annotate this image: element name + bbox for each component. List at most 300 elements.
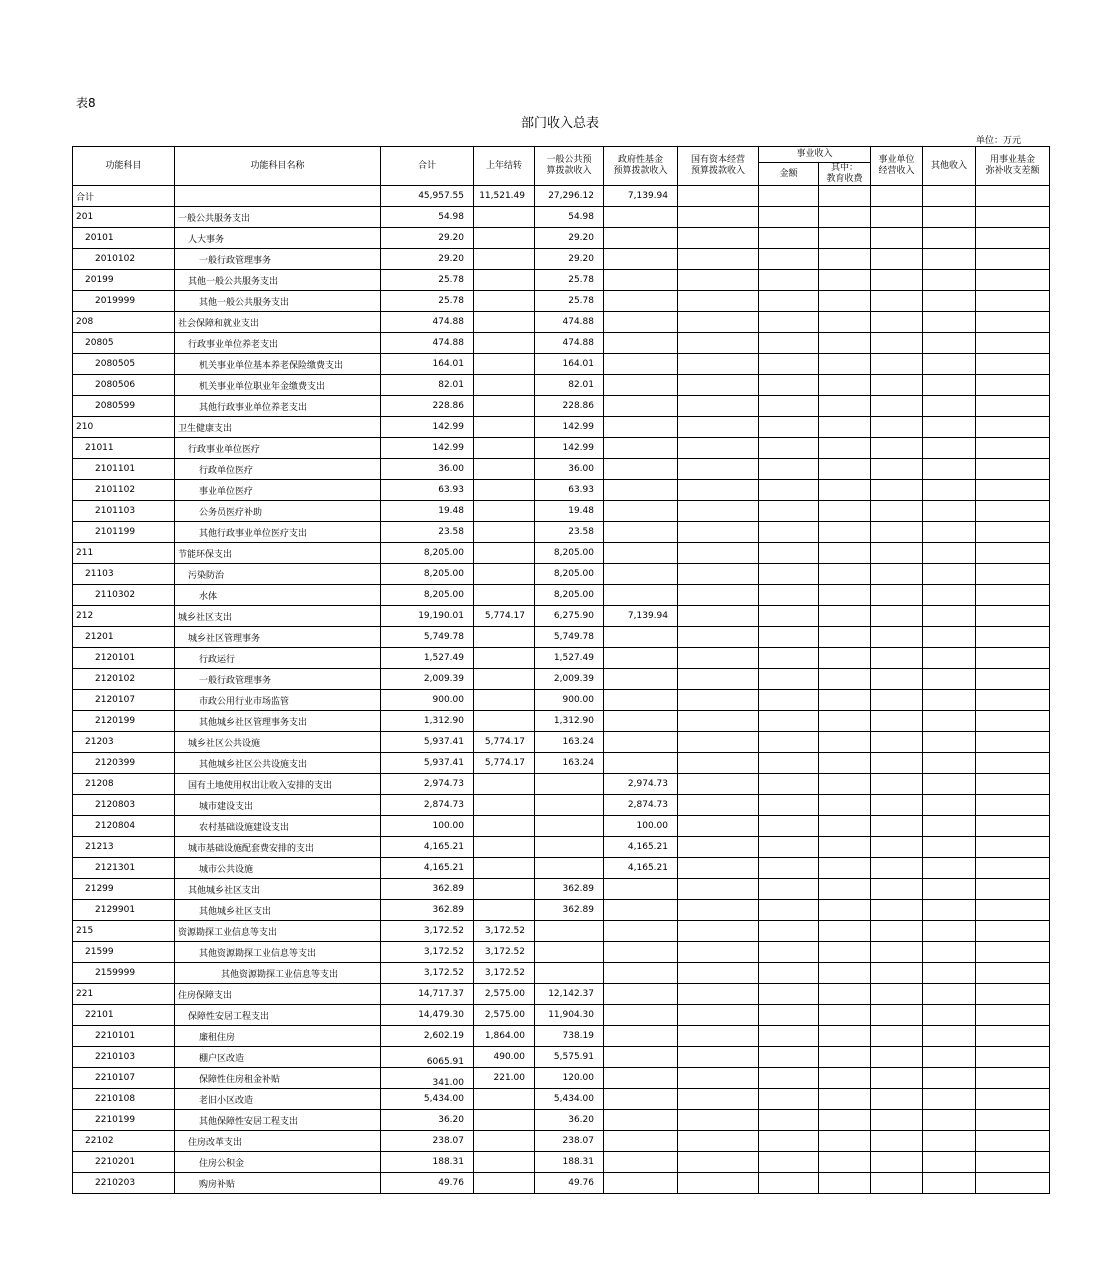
cell-carryover: [474, 438, 535, 459]
cell-fund-balance: [976, 837, 1050, 858]
cell-other-income: [923, 459, 976, 480]
cell-name: 其他城乡社区支出: [175, 879, 381, 900]
cell-name: 其他城乡社区管理事务支出: [175, 711, 381, 732]
cell-education-fee: [819, 249, 871, 270]
cell-unit-operating: [871, 753, 923, 774]
cell-gov-fund: [604, 1089, 678, 1110]
cell-other-income: [923, 963, 976, 984]
cell-other-income: [923, 333, 976, 354]
cell-code: 215: [73, 921, 175, 942]
cell-code: 2101101: [73, 459, 175, 480]
cell-general: [535, 774, 604, 795]
cell-unit-operating: [871, 333, 923, 354]
cell-code: 2101199: [73, 522, 175, 543]
cell-unit-operating: [871, 459, 923, 480]
cell-other-income: [923, 207, 976, 228]
cell-general: 36.20: [535, 1110, 604, 1131]
cell-carryover: [474, 207, 535, 228]
cell-total: 19,190.01: [381, 606, 474, 627]
table-row: [73, 333, 1050, 354]
cell-fund-balance: [976, 585, 1050, 606]
header-name: 功能科目名称: [175, 147, 381, 186]
cell-general: [535, 942, 604, 963]
cell-education-fee: [819, 648, 871, 669]
cell-carryover: [474, 816, 535, 837]
header-business-income: 事业收入: [759, 147, 871, 163]
cell-state-capital: [678, 396, 759, 417]
cell-code: 221: [73, 984, 175, 1005]
cell-fund-balance: [976, 291, 1050, 312]
cell-state-capital: [678, 501, 759, 522]
cell-name: 事业单位医疗: [175, 480, 381, 501]
cell-education-fee: [819, 522, 871, 543]
cell-general: 142.99: [535, 417, 604, 438]
cell-education-fee: [819, 1047, 871, 1068]
cell-code: 2101103: [73, 501, 175, 522]
table-row: [73, 942, 1050, 963]
cell-other-income: [923, 354, 976, 375]
cell-general: 23.58: [535, 522, 604, 543]
cell-code: 2210203: [73, 1173, 175, 1194]
cell-gov-fund: [604, 249, 678, 270]
header-of-which: [819, 163, 871, 186]
cell-general: 2,009.39: [535, 669, 604, 690]
header-total: 合计: [381, 147, 474, 186]
cell-total: 100.00: [381, 816, 474, 837]
cell-other-income: [923, 816, 976, 837]
cell-total: 25.78: [381, 291, 474, 312]
cell-state-capital: [678, 732, 759, 753]
cell-name: 其他资源勘探工业信息等支出: [175, 942, 381, 963]
cell-code: 20199: [73, 270, 175, 291]
cell-gov-fund: [604, 1047, 678, 1068]
cell-education-fee: [819, 669, 871, 690]
cell-fund-balance: [976, 270, 1050, 291]
cell-state-capital: [678, 795, 759, 816]
cell-other-income: [923, 249, 976, 270]
cell-total: 5,937.41: [381, 753, 474, 774]
cell-gov-fund: [604, 459, 678, 480]
cell-name: 其他城乡社区支出: [175, 900, 381, 921]
cell-carryover: 5,774.17: [474, 753, 535, 774]
cell-gov-fund: [604, 522, 678, 543]
cell-general: 362.89: [535, 900, 604, 921]
cell-other-income: [923, 606, 976, 627]
cell-carryover: [474, 1152, 535, 1173]
cell-unit-operating: [871, 270, 923, 291]
cell-code: 21011: [73, 438, 175, 459]
cell-unit-operating: [871, 627, 923, 648]
cell-carryover: [474, 627, 535, 648]
cell-state-capital: [678, 585, 759, 606]
cell-other-income: [923, 1089, 976, 1110]
cell-code: 2120101: [73, 648, 175, 669]
table-row: [73, 921, 1050, 942]
header-general-budget: [535, 147, 604, 186]
cell-fund-balance: [976, 816, 1050, 837]
cell-education-fee: [819, 396, 871, 417]
cell-state-capital: [678, 459, 759, 480]
cell-gov-fund: [604, 879, 678, 900]
cell-business-amount: [759, 480, 819, 501]
cell-total: 63.93: [381, 480, 474, 501]
cell-state-capital: [678, 480, 759, 501]
cell-name: 城乡社区管理事务: [175, 627, 381, 648]
cell-name: 其他行政事业单位医疗支出: [175, 522, 381, 543]
cell-unit-operating: [871, 564, 923, 585]
cell-general: 25.78: [535, 270, 604, 291]
cell-business-amount: [759, 186, 819, 207]
cell-fund-balance: [976, 1068, 1050, 1089]
cell-fund-balance: [976, 1005, 1050, 1026]
cell-general: 142.99: [535, 438, 604, 459]
cell-total: 5,937.41: [381, 732, 474, 753]
cell-education-fee: [819, 375, 871, 396]
table-row: [73, 753, 1050, 774]
cell-code: 2019999: [73, 291, 175, 312]
cell-gov-fund: 2,974.73: [604, 774, 678, 795]
cell-business-amount: [759, 1089, 819, 1110]
cell-state-capital: [678, 228, 759, 249]
cell-carryover: [474, 774, 535, 795]
cell-unit-operating: [871, 858, 923, 879]
cell-carryover: [474, 837, 535, 858]
cell-name: 其他行政事业单位养老支出: [175, 396, 381, 417]
cell-state-capital: [678, 669, 759, 690]
cell-unit-operating: [871, 354, 923, 375]
cell-code: 211: [73, 543, 175, 564]
table-row: [73, 522, 1050, 543]
table-row: [73, 984, 1050, 1005]
cell-code: 2080505: [73, 354, 175, 375]
cell-name: 行政事业单位养老支出: [175, 333, 381, 354]
cell-fund-balance: [976, 333, 1050, 354]
cell-unit-operating: [871, 711, 923, 732]
cell-state-capital: [678, 270, 759, 291]
table-row: [73, 459, 1050, 480]
cell-other-income: [923, 879, 976, 900]
table-body: [73, 186, 1050, 1194]
cell-business-amount: [759, 333, 819, 354]
cell-carryover: 1,864.00: [474, 1026, 535, 1047]
header-fund-balance-line1: 用事业基金: [990, 155, 1036, 165]
table-row: [73, 690, 1050, 711]
cell-fund-balance: [976, 375, 1050, 396]
cell-other-income: [923, 774, 976, 795]
cell-carryover: [474, 543, 535, 564]
cell-business-amount: [759, 1068, 819, 1089]
cell-general: [535, 816, 604, 837]
cell-name: 卫生健康支出: [175, 417, 381, 438]
cell-unit-operating: [871, 732, 923, 753]
cell-gov-fund: [604, 480, 678, 501]
cell-gov-fund: [604, 921, 678, 942]
cell-gov-fund: [604, 690, 678, 711]
cell-code: 21201: [73, 627, 175, 648]
cell-fund-balance: [976, 459, 1050, 480]
cell-carryover: [474, 711, 535, 732]
cell-carryover: [474, 228, 535, 249]
table-row: [73, 963, 1050, 984]
cell-other-income: [923, 1026, 976, 1047]
cell-total: 3,172.52: [381, 942, 474, 963]
cell-fund-balance: [976, 627, 1050, 648]
cell-carryover: [474, 858, 535, 879]
cell-name: 公务员医疗补助: [175, 501, 381, 522]
cell-carryover: 3,172.52: [474, 942, 535, 963]
cell-total: 362.89: [381, 900, 474, 921]
cell-unit-operating: [871, 438, 923, 459]
cell-unit-operating: [871, 690, 923, 711]
cell-state-capital: [678, 1068, 759, 1089]
cell-other-income: [923, 711, 976, 732]
cell-fund-balance: [976, 879, 1050, 900]
cell-fund-balance: [976, 417, 1050, 438]
cell-code: 2120102: [73, 669, 175, 690]
cell-name: 市政公用行业市场监管: [175, 690, 381, 711]
cell-name: 其他资源勘探工业信息等支出: [175, 963, 381, 984]
cell-general: 49.76: [535, 1173, 604, 1194]
cell-other-income: [923, 900, 976, 921]
cell-state-capital: [678, 1110, 759, 1131]
cell-unit-operating: [871, 816, 923, 837]
cell-total: 8,205.00: [381, 564, 474, 585]
cell-state-capital: [678, 711, 759, 732]
cell-fund-balance: [976, 543, 1050, 564]
header-fund-balance: [976, 147, 1050, 186]
cell-gov-fund: 2,874.73: [604, 795, 678, 816]
cell-total: 5,749.78: [381, 627, 474, 648]
cell-business-amount: [759, 1131, 819, 1152]
cell-fund-balance: [976, 795, 1050, 816]
cell-fund-balance: [976, 1110, 1050, 1131]
cell-education-fee: [819, 438, 871, 459]
cell-general: 5,434.00: [535, 1089, 604, 1110]
cell-education-fee: [819, 270, 871, 291]
cell-unit-operating: [871, 879, 923, 900]
cell-code: 21213: [73, 837, 175, 858]
cell-business-amount: [759, 900, 819, 921]
cell-gov-fund: [604, 627, 678, 648]
cell-general: 8,205.00: [535, 543, 604, 564]
cell-code: 20101: [73, 228, 175, 249]
cell-business-amount: [759, 228, 819, 249]
table-row: [73, 354, 1050, 375]
cell-carryover: [474, 1089, 535, 1110]
header-gov-fund-line2: 预算拨款收入: [613, 166, 668, 176]
header-of-which-line1: 其中：: [831, 163, 859, 173]
cell-total: 14,479.30: [381, 1005, 474, 1026]
cell-code: 21208: [73, 774, 175, 795]
table-row: [73, 669, 1050, 690]
cell-state-capital: [678, 375, 759, 396]
table-row: [73, 1110, 1050, 1131]
cell-other-income: [923, 186, 976, 207]
cell-carryover: [474, 501, 535, 522]
cell-state-capital: [678, 837, 759, 858]
table-row: [73, 1047, 1050, 1068]
cell-fund-balance: [976, 396, 1050, 417]
cell-general: 12,142.37: [535, 984, 604, 1005]
cell-state-capital: [678, 963, 759, 984]
cell-business-amount: [759, 375, 819, 396]
cell-gov-fund: [604, 1173, 678, 1194]
cell-code: 2080599: [73, 396, 175, 417]
cell-name: 城市公共设施: [175, 858, 381, 879]
cell-state-capital: [678, 858, 759, 879]
cell-carryover: [474, 396, 535, 417]
cell-code: 2120803: [73, 795, 175, 816]
cell-carryover: [474, 417, 535, 438]
cell-code: 2210201: [73, 1152, 175, 1173]
cell-unit-operating: [871, 1131, 923, 1152]
cell-gov-fund: [604, 1110, 678, 1131]
cell-business-amount: [759, 711, 819, 732]
cell-education-fee: [819, 333, 871, 354]
cell-other-income: [923, 501, 976, 522]
cell-total: 49.76: [381, 1173, 474, 1194]
cell-carryover: [474, 585, 535, 606]
cell-general: 19.48: [535, 501, 604, 522]
cell-state-capital: [678, 354, 759, 375]
table-row: [73, 879, 1050, 900]
cell-business-amount: [759, 921, 819, 942]
cell-gov-fund: [604, 711, 678, 732]
cell-unit-operating: [871, 900, 923, 921]
cell-general: 120.00: [535, 1068, 604, 1089]
table-row: [73, 417, 1050, 438]
table-row: [73, 480, 1050, 501]
cell-carryover: [474, 522, 535, 543]
cell-total: 8,205.00: [381, 585, 474, 606]
cell-other-income: [923, 690, 976, 711]
header-amount: 金额: [759, 163, 819, 186]
cell-education-fee: [819, 963, 871, 984]
cell-name: 保障性住房租金补贴: [175, 1068, 381, 1089]
cell-state-capital: [678, 312, 759, 333]
cell-total: 54.98: [381, 207, 474, 228]
table-row: [73, 291, 1050, 312]
cell-fund-balance: [976, 207, 1050, 228]
cell-business-amount: [759, 879, 819, 900]
header-gov-fund: [604, 147, 678, 186]
cell-name: 其他一般公共服务支出: [175, 270, 381, 291]
cell-general: 738.19: [535, 1026, 604, 1047]
cell-total: 2,602.19: [381, 1026, 474, 1047]
cell-total: 6065.91: [381, 1047, 474, 1068]
cell-fund-balance: [976, 753, 1050, 774]
cell-gov-fund: [604, 207, 678, 228]
cell-total: 29.20: [381, 249, 474, 270]
cell-other-income: [923, 396, 976, 417]
cell-total: 142.99: [381, 417, 474, 438]
cell-state-capital: [678, 753, 759, 774]
cell-unit-operating: [871, 984, 923, 1005]
table-row: [73, 1026, 1050, 1047]
header-unit-operating-line1: 事业单位: [878, 155, 915, 165]
cell-fund-balance: [976, 732, 1050, 753]
cell-unit-operating: [871, 1068, 923, 1089]
cell-gov-fund: [604, 375, 678, 396]
cell-code: 22102: [73, 1131, 175, 1152]
cell-education-fee: [819, 585, 871, 606]
cell-state-capital: [678, 816, 759, 837]
cell-fund-balance: [976, 963, 1050, 984]
cell-carryover: [474, 375, 535, 396]
cell-code: 2120399: [73, 753, 175, 774]
cell-fund-balance: [976, 942, 1050, 963]
cell-general: 11,904.30: [535, 1005, 604, 1026]
cell-education-fee: [819, 186, 871, 207]
cell-education-fee: [819, 354, 871, 375]
cell-fund-balance: [976, 438, 1050, 459]
cell-code: 2010102: [73, 249, 175, 270]
cell-name: 其他保障性安居工程支出: [175, 1110, 381, 1131]
cell-state-capital: [678, 774, 759, 795]
cell-fund-balance: [976, 606, 1050, 627]
cell-carryover: 5,774.17: [474, 732, 535, 753]
cell-state-capital: [678, 291, 759, 312]
cell-total: 2,974.73: [381, 774, 474, 795]
cell-other-income: [923, 522, 976, 543]
cell-gov-fund: [604, 438, 678, 459]
cell-education-fee: [819, 1152, 871, 1173]
table-row: [73, 186, 1050, 207]
cell-other-income: [923, 291, 976, 312]
cell-carryover: 490.00: [474, 1047, 535, 1068]
cell-business-amount: [759, 354, 819, 375]
cell-unit-operating: [871, 1152, 923, 1173]
cell-fund-balance: [976, 249, 1050, 270]
table-row: [73, 900, 1050, 921]
cell-carryover: [474, 459, 535, 480]
cell-state-capital: [678, 1152, 759, 1173]
cell-general: 29.20: [535, 228, 604, 249]
cell-education-fee: [819, 900, 871, 921]
cell-name: 老旧小区改造: [175, 1089, 381, 1110]
cell-fund-balance: [976, 1026, 1050, 1047]
cell-unit-operating: [871, 396, 923, 417]
cell-unit-operating: [871, 1005, 923, 1026]
cell-education-fee: [819, 459, 871, 480]
cell-gov-fund: [604, 984, 678, 1005]
cell-gov-fund: [604, 396, 678, 417]
cell-carryover: [474, 333, 535, 354]
cell-code: 2210108: [73, 1089, 175, 1110]
cell-gov-fund: [604, 732, 678, 753]
cell-state-capital: [678, 1005, 759, 1026]
cell-name: 一般行政管理事务: [175, 249, 381, 270]
cell-unit-operating: [871, 1173, 923, 1194]
cell-code: 2120107: [73, 690, 175, 711]
table-row: [73, 858, 1050, 879]
cell-business-amount: [759, 816, 819, 837]
cell-fund-balance: [976, 522, 1050, 543]
cell-carryover: [474, 669, 535, 690]
header-fund-balance-line2: 弥补收支差额: [985, 166, 1040, 176]
cell-business-amount: [759, 438, 819, 459]
cell-unit-operating: [871, 942, 923, 963]
cell-gov-fund: [604, 417, 678, 438]
cell-unit-operating: [871, 1110, 923, 1131]
cell-other-income: [923, 438, 976, 459]
cell-gov-fund: [604, 270, 678, 291]
cell-other-income: [923, 753, 976, 774]
cell-unit-operating: [871, 921, 923, 942]
cell-carryover: [474, 1173, 535, 1194]
cell-total: 362.89: [381, 879, 474, 900]
cell-business-amount: [759, 795, 819, 816]
